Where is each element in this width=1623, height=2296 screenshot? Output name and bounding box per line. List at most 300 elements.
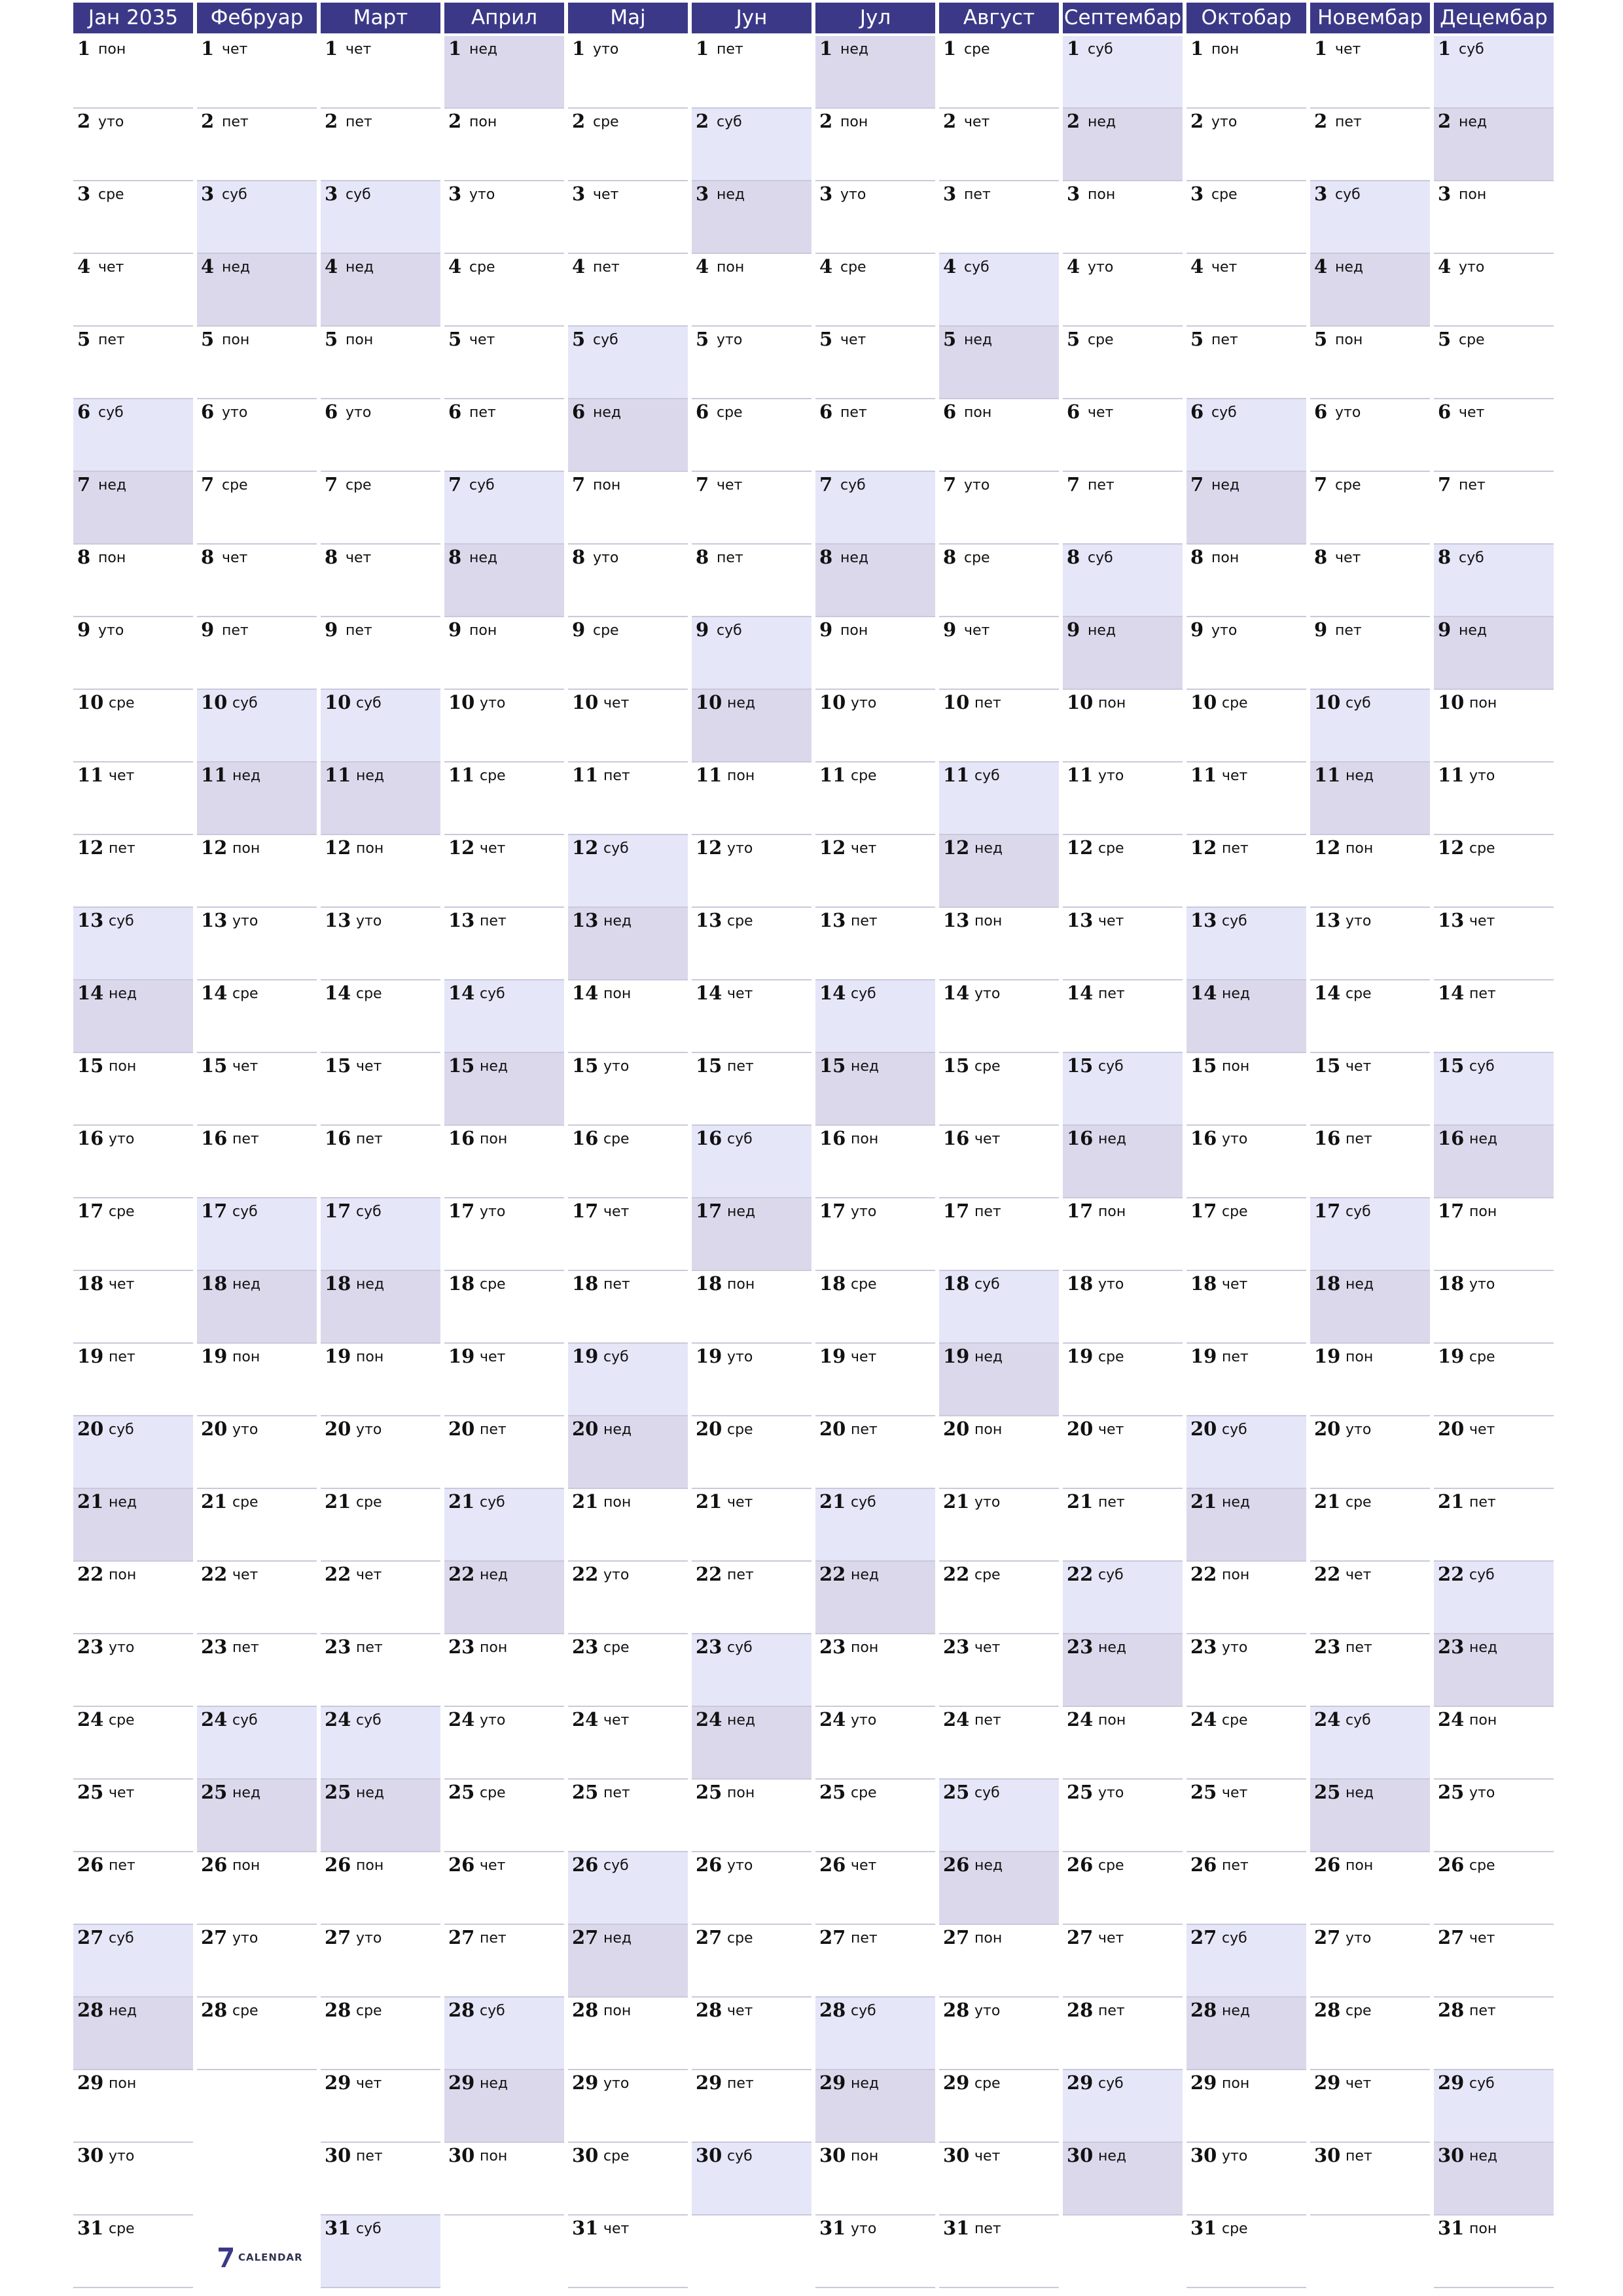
- day-cell[interactable]: [939, 36, 1059, 109]
- day-cell[interactable]: [73, 254, 193, 327]
- day-cell[interactable]: [815, 1053, 935, 1126]
- day-cell[interactable]: [692, 835, 812, 908]
- day-cell[interactable]: [1186, 109, 1306, 181]
- day-cell[interactable]: [568, 181, 688, 254]
- day-cell[interactable]: [321, 399, 440, 472]
- day-cell[interactable]: [568, 1634, 688, 1707]
- day-cell[interactable]: [197, 1852, 317, 1925]
- day-cell[interactable]: [197, 399, 317, 472]
- day-cell[interactable]: [815, 472, 935, 545]
- day-cell[interactable]: [568, 1344, 688, 1416]
- day-cell[interactable]: [692, 181, 812, 254]
- day-cell[interactable]: [321, 36, 440, 109]
- day-cell[interactable]: [1063, 545, 1183, 617]
- day-cell[interactable]: [568, 1780, 688, 1852]
- day-cell[interactable]: [815, 1416, 935, 1489]
- day-cell[interactable]: [815, 762, 935, 835]
- day-cell[interactable]: [1310, 980, 1430, 1053]
- day-cell[interactable]: [939, 2215, 1059, 2288]
- day-cell[interactable]: [692, 1998, 812, 2070]
- day-cell[interactable]: [692, 1780, 812, 1852]
- day-cell[interactable]: [1434, 690, 1554, 762]
- day-cell[interactable]: [444, 472, 564, 545]
- day-cell[interactable]: [197, 908, 317, 980]
- day-cell[interactable]: [939, 399, 1059, 472]
- day-cell[interactable]: [1310, 1562, 1430, 1634]
- day-cell[interactable]: [197, 1707, 317, 1780]
- day-cell[interactable]: [321, 545, 440, 617]
- day-cell[interactable]: [1310, 1925, 1430, 1998]
- day-cell[interactable]: [1434, 1126, 1554, 1198]
- day-cell[interactable]: [939, 254, 1059, 327]
- day-cell[interactable]: [568, 835, 688, 908]
- day-cell[interactable]: [321, 690, 440, 762]
- day-cell[interactable]: [939, 617, 1059, 690]
- day-cell[interactable]: [321, 181, 440, 254]
- day-cell[interactable]: [568, 1271, 688, 1344]
- day-cell[interactable]: [444, 181, 564, 254]
- day-cell[interactable]: [321, 1053, 440, 1126]
- day-cell[interactable]: [568, 472, 688, 545]
- day-cell[interactable]: [939, 908, 1059, 980]
- day-cell[interactable]: [1063, 1489, 1183, 1562]
- day-cell[interactable]: [1434, 1344, 1554, 1416]
- day-cell[interactable]: [1063, 835, 1183, 908]
- day-cell[interactable]: [321, 109, 440, 181]
- day-cell[interactable]: [1434, 762, 1554, 835]
- day-cell[interactable]: [321, 2143, 440, 2215]
- day-cell[interactable]: [1186, 545, 1306, 617]
- day-cell[interactable]: [1310, 327, 1430, 399]
- day-cell[interactable]: [321, 1998, 440, 2070]
- day-cell[interactable]: [568, 545, 688, 617]
- day-cell[interactable]: [815, 1198, 935, 1271]
- day-cell[interactable]: [321, 1634, 440, 1707]
- day-cell[interactable]: [73, 545, 193, 617]
- day-cell[interactable]: [1434, 327, 1554, 399]
- day-cell[interactable]: [197, 835, 317, 908]
- day-cell[interactable]: [197, 254, 317, 327]
- day-cell[interactable]: [1310, 762, 1430, 835]
- day-cell[interactable]: [939, 1562, 1059, 1634]
- day-cell[interactable]: [939, 109, 1059, 181]
- day-cell[interactable]: [1434, 181, 1554, 254]
- day-cell[interactable]: [444, 908, 564, 980]
- day-cell[interactable]: [692, 545, 812, 617]
- day-cell[interactable]: [444, 1852, 564, 1925]
- day-cell[interactable]: [1186, 2070, 1306, 2143]
- day-cell[interactable]: [568, 2070, 688, 2143]
- day-cell[interactable]: [197, 1489, 317, 1562]
- day-cell[interactable]: [1434, 1489, 1554, 1562]
- day-cell[interactable]: [197, 1998, 317, 2070]
- day-cell[interactable]: [73, 1344, 193, 1416]
- day-cell[interactable]: [692, 472, 812, 545]
- day-cell[interactable]: [444, 399, 564, 472]
- day-cell[interactable]: [444, 1998, 564, 2070]
- day-cell[interactable]: [1434, 1998, 1554, 2070]
- day-cell[interactable]: [815, 109, 935, 181]
- day-cell[interactable]: [73, 1634, 193, 1707]
- day-cell[interactable]: [321, 1126, 440, 1198]
- day-cell[interactable]: [444, 835, 564, 908]
- day-cell[interactable]: [73, 1271, 193, 1344]
- day-cell[interactable]: [1310, 545, 1430, 617]
- day-cell[interactable]: [73, 472, 193, 545]
- day-cell[interactable]: [1186, 1271, 1306, 1344]
- day-cell[interactable]: [73, 2070, 193, 2143]
- day-cell[interactable]: [568, 2143, 688, 2215]
- day-cell[interactable]: [1063, 1925, 1183, 1998]
- day-cell[interactable]: [568, 36, 688, 109]
- day-cell[interactable]: [321, 254, 440, 327]
- day-cell[interactable]: [1186, 835, 1306, 908]
- day-cell[interactable]: [1063, 1780, 1183, 1852]
- day-cell[interactable]: [568, 1489, 688, 1562]
- day-cell[interactable]: [1063, 908, 1183, 980]
- day-cell[interactable]: [1063, 762, 1183, 835]
- day-cell[interactable]: [197, 327, 317, 399]
- day-cell[interactable]: [1434, 2215, 1554, 2288]
- day-cell[interactable]: [1310, 1489, 1430, 1562]
- day-cell[interactable]: [1310, 690, 1430, 762]
- day-cell[interactable]: [568, 1416, 688, 1489]
- day-cell[interactable]: [1186, 2215, 1306, 2288]
- day-cell[interactable]: [692, 1562, 812, 1634]
- day-cell[interactable]: [1186, 1998, 1306, 2070]
- day-cell[interactable]: [939, 1925, 1059, 1998]
- day-cell[interactable]: [444, 617, 564, 690]
- day-cell[interactable]: [939, 2143, 1059, 2215]
- day-cell[interactable]: [1434, 2070, 1554, 2143]
- day-cell[interactable]: [1310, 1707, 1430, 1780]
- day-cell[interactable]: [444, 1634, 564, 1707]
- day-cell[interactable]: [444, 762, 564, 835]
- day-cell[interactable]: [73, 1998, 193, 2070]
- day-cell[interactable]: [73, 1053, 193, 1126]
- day-cell[interactable]: [1186, 1416, 1306, 1489]
- day-cell[interactable]: [73, 1852, 193, 1925]
- day-cell[interactable]: [73, 1562, 193, 1634]
- day-cell[interactable]: [1310, 1198, 1430, 1271]
- day-cell[interactable]: [1063, 36, 1183, 109]
- day-cell[interactable]: [815, 545, 935, 617]
- day-cell[interactable]: [939, 1998, 1059, 2070]
- day-cell[interactable]: [815, 835, 935, 908]
- day-cell[interactable]: [197, 1925, 317, 1998]
- day-cell[interactable]: [1186, 1562, 1306, 1634]
- day-cell[interactable]: [1310, 1852, 1430, 1925]
- day-cell[interactable]: [692, 908, 812, 980]
- day-cell[interactable]: [815, 2070, 935, 2143]
- day-cell[interactable]: [444, 1707, 564, 1780]
- day-cell[interactable]: [1310, 181, 1430, 254]
- day-cell[interactable]: [1063, 1562, 1183, 1634]
- day-cell[interactable]: [939, 1416, 1059, 1489]
- day-cell[interactable]: [568, 1925, 688, 1998]
- day-cell[interactable]: [1063, 1198, 1183, 1271]
- day-cell[interactable]: [73, 1780, 193, 1852]
- day-cell[interactable]: [197, 1126, 317, 1198]
- day-cell[interactable]: [568, 327, 688, 399]
- day-cell[interactable]: [1434, 835, 1554, 908]
- day-cell[interactable]: [692, 1198, 812, 1271]
- day-cell[interactable]: [692, 2070, 812, 2143]
- day-cell[interactable]: [197, 1416, 317, 1489]
- day-cell[interactable]: [73, 1925, 193, 1998]
- day-cell[interactable]: [692, 1925, 812, 1998]
- day-cell[interactable]: [197, 1780, 317, 1852]
- day-cell[interactable]: [1186, 181, 1306, 254]
- day-cell[interactable]: [197, 1344, 317, 1416]
- day-cell[interactable]: [939, 762, 1059, 835]
- day-cell[interactable]: [1310, 254, 1430, 327]
- day-cell[interactable]: [1434, 2143, 1554, 2215]
- day-cell[interactable]: [815, 1998, 935, 2070]
- day-cell[interactable]: [321, 762, 440, 835]
- day-cell[interactable]: [1186, 327, 1306, 399]
- day-cell[interactable]: [1063, 327, 1183, 399]
- day-cell[interactable]: [815, 254, 935, 327]
- day-cell[interactable]: [692, 980, 812, 1053]
- day-cell[interactable]: [1434, 908, 1554, 980]
- day-cell[interactable]: [1186, 1852, 1306, 1925]
- day-cell[interactable]: [73, 36, 193, 109]
- day-cell[interactable]: [939, 181, 1059, 254]
- day-cell[interactable]: [568, 109, 688, 181]
- day-cell[interactable]: [939, 1344, 1059, 1416]
- day-cell[interactable]: [321, 835, 440, 908]
- day-cell[interactable]: [568, 1998, 688, 2070]
- day-cell[interactable]: [692, 1126, 812, 1198]
- day-cell[interactable]: [939, 1852, 1059, 1925]
- day-cell[interactable]: [1063, 472, 1183, 545]
- day-cell[interactable]: [1434, 1707, 1554, 1780]
- day-cell[interactable]: [692, 1707, 812, 1780]
- day-cell[interactable]: [444, 1925, 564, 1998]
- day-cell[interactable]: [939, 1198, 1059, 1271]
- day-cell[interactable]: [939, 327, 1059, 399]
- day-cell[interactable]: [815, 1925, 935, 1998]
- day-cell[interactable]: [939, 1634, 1059, 1707]
- day-cell[interactable]: [444, 980, 564, 1053]
- day-cell[interactable]: [444, 1416, 564, 1489]
- day-cell[interactable]: [444, 2070, 564, 2143]
- day-cell[interactable]: [1434, 1271, 1554, 1344]
- day-cell[interactable]: [444, 36, 564, 109]
- day-cell[interactable]: [1063, 2143, 1183, 2215]
- day-cell[interactable]: [1310, 109, 1430, 181]
- day-cell[interactable]: [321, 1707, 440, 1780]
- day-cell[interactable]: [1186, 1053, 1306, 1126]
- day-cell[interactable]: [568, 617, 688, 690]
- day-cell[interactable]: [939, 690, 1059, 762]
- day-cell[interactable]: [568, 254, 688, 327]
- day-cell[interactable]: [1434, 472, 1554, 545]
- day-cell[interactable]: [321, 1344, 440, 1416]
- day-cell[interactable]: [444, 254, 564, 327]
- day-cell[interactable]: [815, 2143, 935, 2215]
- day-cell[interactable]: [1063, 254, 1183, 327]
- day-cell[interactable]: [1186, 399, 1306, 472]
- day-cell[interactable]: [1434, 1780, 1554, 1852]
- day-cell[interactable]: [815, 690, 935, 762]
- day-cell[interactable]: [321, 1198, 440, 1271]
- day-cell[interactable]: [1063, 1998, 1183, 2070]
- day-cell[interactable]: [321, 1852, 440, 1925]
- day-cell[interactable]: [444, 1562, 564, 1634]
- day-cell[interactable]: [1310, 1053, 1430, 1126]
- day-cell[interactable]: [197, 1634, 317, 1707]
- day-cell[interactable]: [73, 109, 193, 181]
- day-cell[interactable]: [939, 835, 1059, 908]
- day-cell[interactable]: [1186, 254, 1306, 327]
- day-cell[interactable]: [815, 1634, 935, 1707]
- day-cell[interactable]: [197, 1562, 317, 1634]
- day-cell[interactable]: [815, 1852, 935, 1925]
- day-cell[interactable]: [197, 36, 317, 109]
- day-cell[interactable]: [1434, 109, 1554, 181]
- day-cell[interactable]: [73, 2215, 193, 2288]
- day-cell[interactable]: [692, 762, 812, 835]
- day-cell[interactable]: [1310, 835, 1430, 908]
- day-cell[interactable]: [692, 36, 812, 109]
- day-cell[interactable]: [815, 399, 935, 472]
- day-cell[interactable]: [568, 2215, 688, 2288]
- day-cell[interactable]: [692, 1053, 812, 1126]
- day-cell[interactable]: [1434, 254, 1554, 327]
- day-cell[interactable]: [939, 1707, 1059, 1780]
- day-cell[interactable]: [1063, 1126, 1183, 1198]
- day-cell[interactable]: [692, 1634, 812, 1707]
- day-cell[interactable]: [1434, 399, 1554, 472]
- day-cell[interactable]: [568, 908, 688, 980]
- day-cell[interactable]: [568, 690, 688, 762]
- day-cell[interactable]: [321, 1489, 440, 1562]
- day-cell[interactable]: [197, 472, 317, 545]
- day-cell[interactable]: [1434, 980, 1554, 1053]
- day-cell[interactable]: [692, 399, 812, 472]
- day-cell[interactable]: [73, 617, 193, 690]
- day-cell[interactable]: [1063, 399, 1183, 472]
- day-cell[interactable]: [197, 1271, 317, 1344]
- day-cell[interactable]: [444, 1780, 564, 1852]
- day-cell[interactable]: [73, 181, 193, 254]
- day-cell[interactable]: [568, 1126, 688, 1198]
- day-cell[interactable]: [1310, 1634, 1430, 1707]
- day-cell[interactable]: [73, 327, 193, 399]
- day-cell[interactable]: [1186, 1634, 1306, 1707]
- day-cell[interactable]: [444, 327, 564, 399]
- day-cell[interactable]: [444, 2143, 564, 2215]
- day-cell[interactable]: [321, 2070, 440, 2143]
- day-cell[interactable]: [1434, 1562, 1554, 1634]
- day-cell[interactable]: [1310, 1998, 1430, 2070]
- day-cell[interactable]: [692, 327, 812, 399]
- day-cell[interactable]: [1310, 1126, 1430, 1198]
- day-cell[interactable]: [1310, 1344, 1430, 1416]
- day-cell[interactable]: [1434, 1416, 1554, 1489]
- day-cell[interactable]: [815, 1271, 935, 1344]
- day-cell[interactable]: [692, 2143, 812, 2215]
- day-cell[interactable]: [1186, 1198, 1306, 1271]
- day-cell[interactable]: [1186, 2143, 1306, 2215]
- day-cell[interactable]: [1310, 908, 1430, 980]
- day-cell[interactable]: [1063, 1053, 1183, 1126]
- day-cell[interactable]: [815, 908, 935, 980]
- day-cell[interactable]: [1434, 617, 1554, 690]
- day-cell[interactable]: [815, 1562, 935, 1634]
- day-cell[interactable]: [1434, 1634, 1554, 1707]
- day-cell[interactable]: [1186, 908, 1306, 980]
- day-cell[interactable]: [692, 1344, 812, 1416]
- day-cell[interactable]: [444, 109, 564, 181]
- day-cell[interactable]: [1310, 1271, 1430, 1344]
- day-cell[interactable]: [197, 545, 317, 617]
- day-cell[interactable]: [73, 1198, 193, 1271]
- day-cell[interactable]: [1063, 1344, 1183, 1416]
- day-cell[interactable]: [1063, 1852, 1183, 1925]
- day-cell[interactable]: [939, 545, 1059, 617]
- day-cell[interactable]: [1063, 980, 1183, 1053]
- day-cell[interactable]: [815, 1707, 935, 1780]
- day-cell[interactable]: [197, 762, 317, 835]
- day-cell[interactable]: [692, 1489, 812, 1562]
- day-cell[interactable]: [321, 617, 440, 690]
- day-cell[interactable]: [197, 181, 317, 254]
- day-cell[interactable]: [1186, 980, 1306, 1053]
- day-cell[interactable]: [321, 1780, 440, 1852]
- day-cell[interactable]: [692, 1416, 812, 1489]
- day-cell[interactable]: [73, 2143, 193, 2215]
- day-cell[interactable]: [444, 690, 564, 762]
- day-cell[interactable]: [1310, 1416, 1430, 1489]
- day-cell[interactable]: [1063, 1634, 1183, 1707]
- day-cell[interactable]: [197, 980, 317, 1053]
- day-cell[interactable]: [73, 835, 193, 908]
- day-cell[interactable]: [73, 762, 193, 835]
- day-cell[interactable]: [321, 980, 440, 1053]
- day-cell[interactable]: [692, 254, 812, 327]
- day-cell[interactable]: [73, 1489, 193, 1562]
- day-cell[interactable]: [568, 1852, 688, 1925]
- day-cell[interactable]: [815, 980, 935, 1053]
- day-cell[interactable]: [1063, 1416, 1183, 1489]
- day-cell[interactable]: [321, 2215, 440, 2288]
- day-cell[interactable]: [197, 109, 317, 181]
- day-cell[interactable]: [197, 690, 317, 762]
- day-cell[interactable]: [1434, 1053, 1554, 1126]
- day-cell[interactable]: [939, 2070, 1059, 2143]
- day-cell[interactable]: [444, 1126, 564, 1198]
- day-cell[interactable]: [815, 2215, 935, 2288]
- day-cell[interactable]: [1063, 617, 1183, 690]
- day-cell[interactable]: [444, 545, 564, 617]
- day-cell[interactable]: [692, 690, 812, 762]
- day-cell[interactable]: [1310, 2070, 1430, 2143]
- day-cell[interactable]: [568, 1053, 688, 1126]
- day-cell[interactable]: [321, 472, 440, 545]
- day-cell[interactable]: [815, 1780, 935, 1852]
- day-cell[interactable]: [1186, 472, 1306, 545]
- day-cell[interactable]: [939, 1780, 1059, 1852]
- day-cell[interactable]: [444, 1489, 564, 1562]
- day-cell[interactable]: [568, 1198, 688, 1271]
- day-cell[interactable]: [939, 980, 1059, 1053]
- day-cell[interactable]: [321, 1925, 440, 1998]
- day-cell[interactable]: [568, 1562, 688, 1634]
- day-cell[interactable]: [1310, 617, 1430, 690]
